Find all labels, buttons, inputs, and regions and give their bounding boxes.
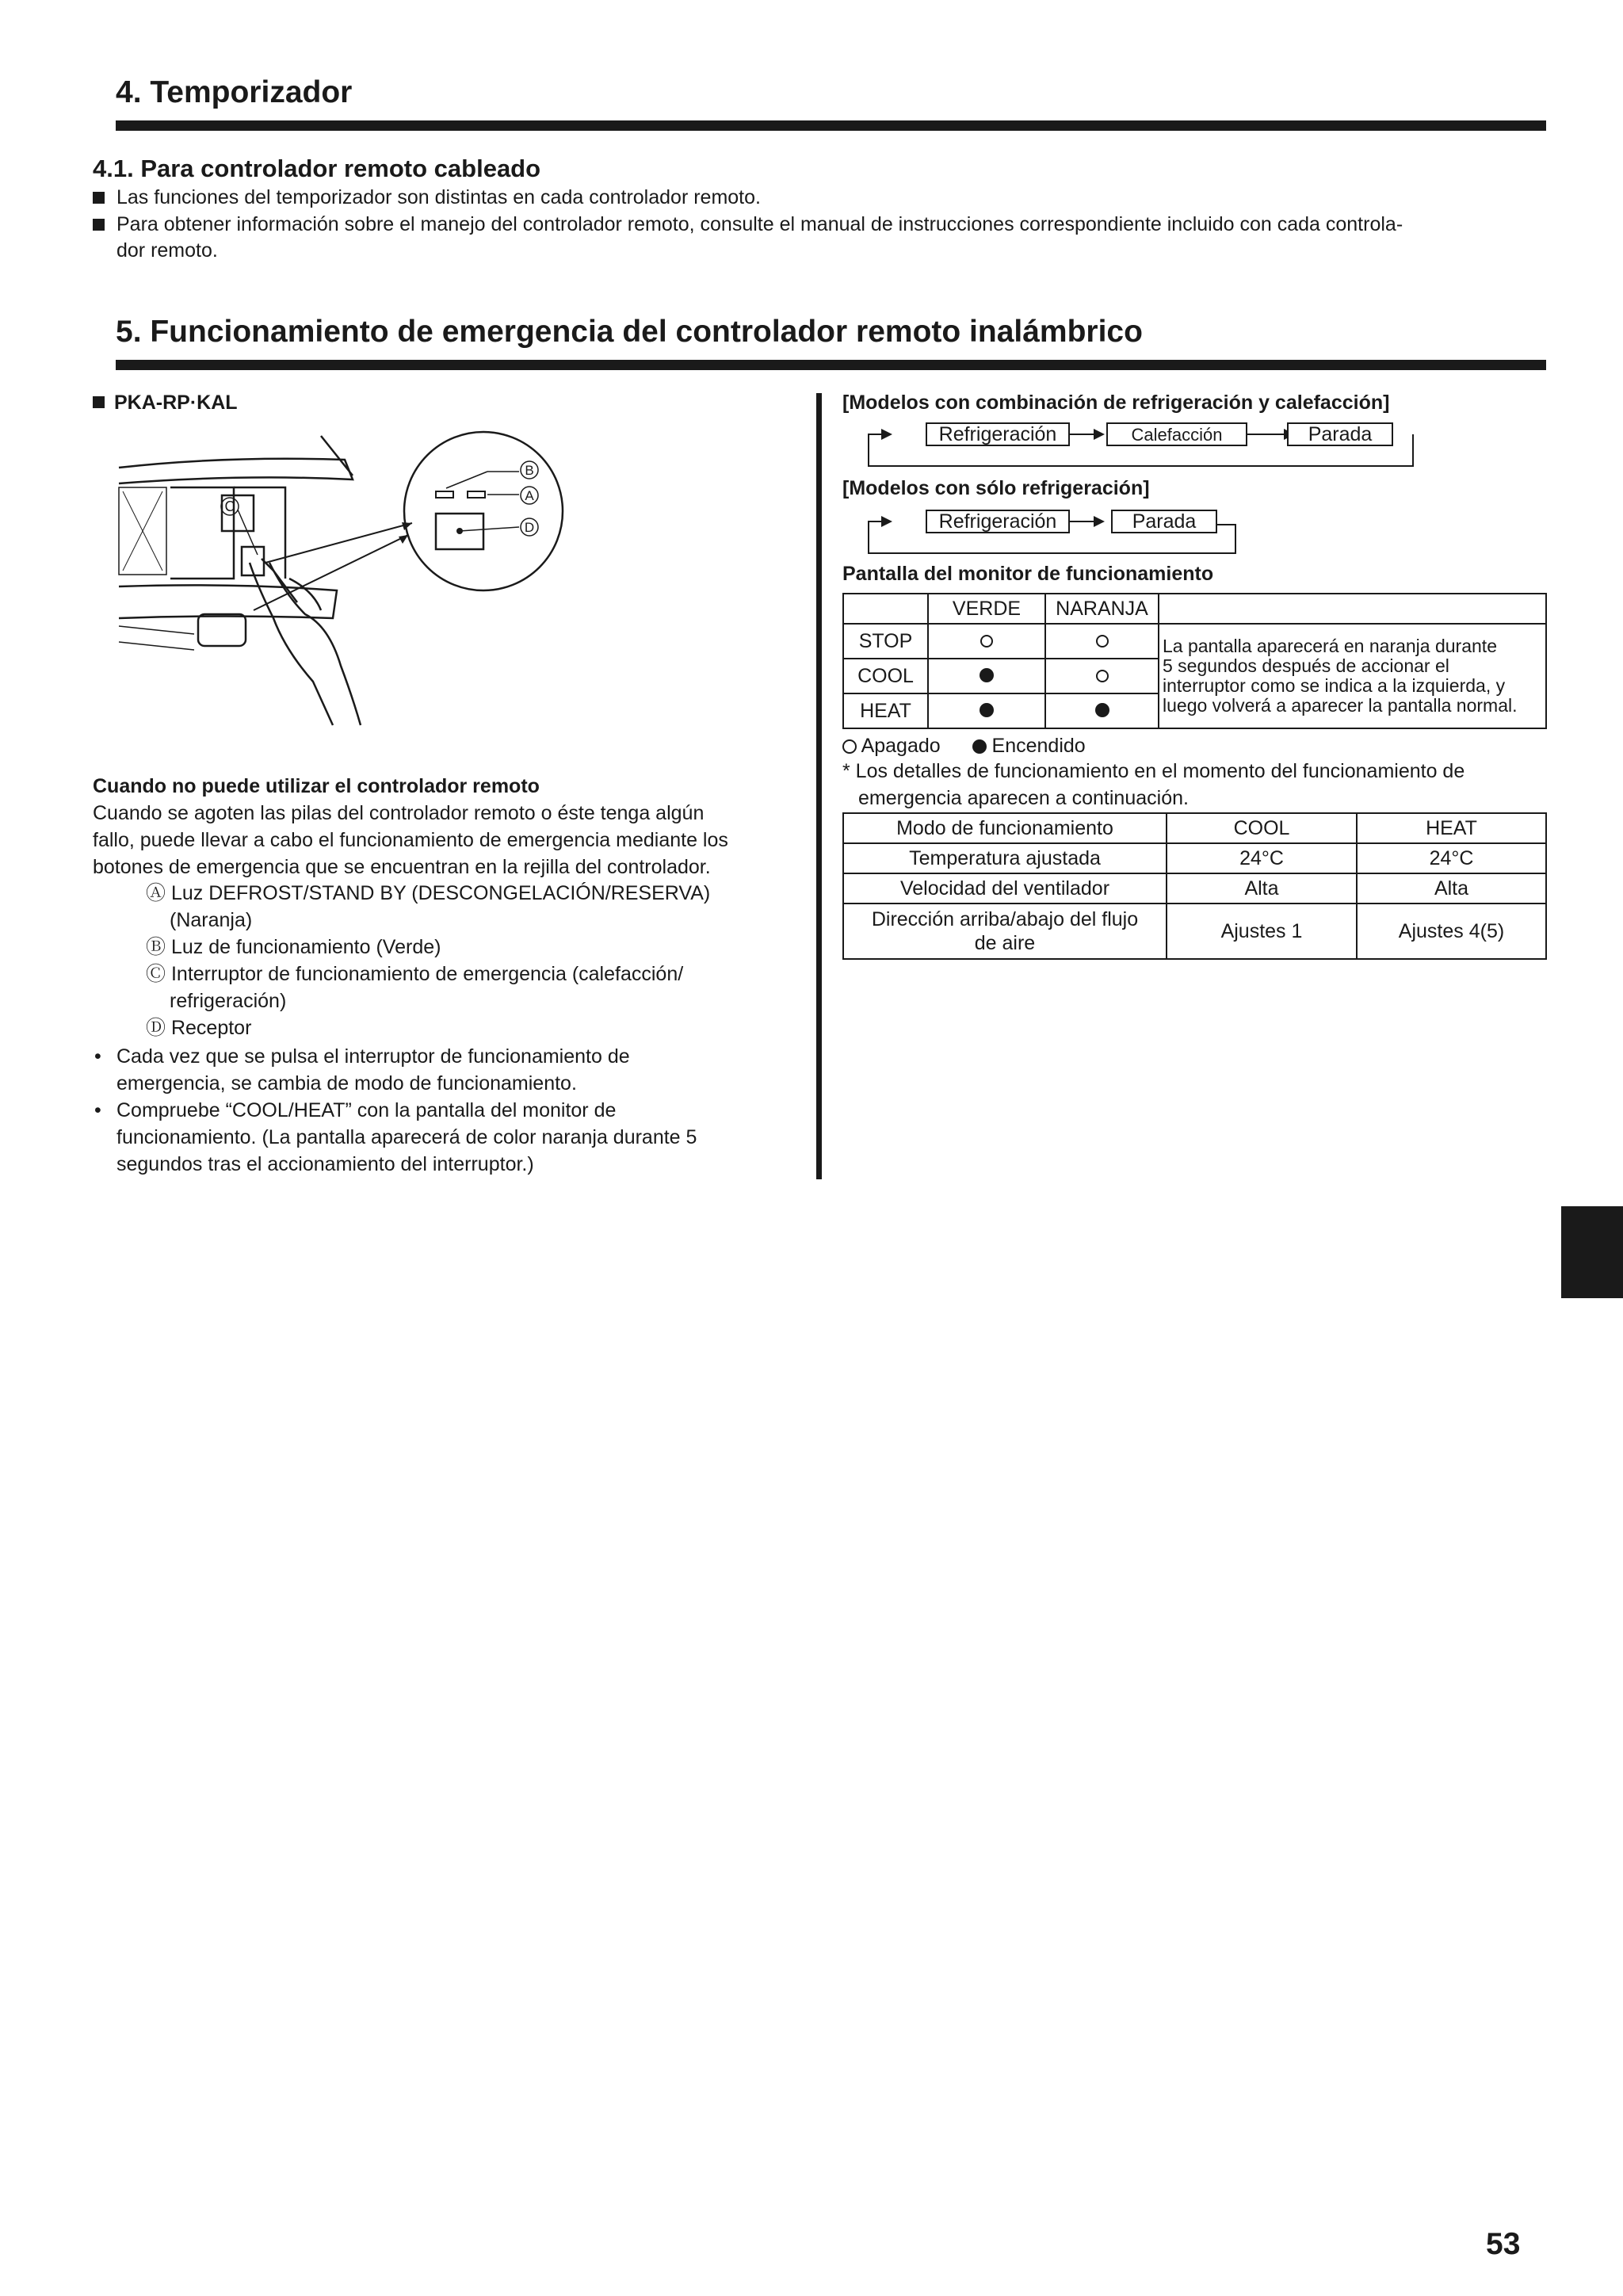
section-5-title: 5. Funcionamiento de emergencia del controlador remoto inalámbrico [116,315,1143,349]
section-4-rule [116,120,1546,131]
off-indicator-icon [1096,635,1109,648]
legend-item-c: Ⓒ Interruptor de funcionamiento de emergencia (calefacción/ [146,963,684,985]
col-header-verde: VERDE [928,594,1045,624]
section-5-rule [116,360,1546,370]
legend-item-b: Ⓑ Luz de funcionamiento (Verde) [146,936,441,958]
legend-item-a: Ⓐ Luz DEFROST/STAND BY (DESCONGELACIÓN/RESERVA) [146,882,711,904]
emergency-heading: Cuando no puede utilizar el controlador remoto [93,775,540,797]
cool-only-step-cool: Refrigeración [926,510,1070,533]
figure-label-a: A [525,488,534,503]
legend-item-d: Ⓓ Receptor [146,1017,252,1039]
combo-step-heat: Calefacción [1106,422,1247,446]
combo-step-stop: Parada [1287,422,1393,446]
settings-header-mode: Modo de funcionamiento [843,813,1167,843]
monitor-table [842,593,1547,729]
section-4-1-title: 4.1. Para controlador remoto cableado [93,155,541,182]
notes-list [93,1043,806,1178]
figure-label-b: B [525,463,534,478]
combo-heading: [Modelos con combinación de refrigeración y calefacción] [842,392,1390,414]
page-number: 53 [1486,2227,1521,2261]
legend-list: Ⓐ Luz DEFROST/STAND BY (DESCONGELACIÓN/RESERVA) (Naranja) Ⓑ Luz de funcionamiento (Verde) Ⓒ Interruptor de funcionamiento de emergencia (calefacción/ refrigeración) Ⓓ Receptor [146,880,812,1041]
note-item-2: • Compruebe “COOL/HEAT” con la pantalla del monitor de funcionamiento. (La pantalla aparecerá de color naranja durante 5 segundos tras el accionamiento del interruptor.) [94,1099,697,1175]
on-indicator-icon [1095,703,1109,717]
row-label-cool: COOL [843,659,928,693]
col-header-naranja: NARANJA [1045,594,1159,624]
on-indicator-icon [980,703,994,717]
row-label-stop: STOP [843,624,928,659]
monitor-heading: Pantalla del monitor de funcionamiento [842,563,1214,585]
timer-note-1: Las funciones del temporizador son distintas en cada controlador remoto. [93,185,1567,211]
cool-only-heading: [Modelos con sólo refrigeración] [842,477,1150,499]
off-indicator-icon [842,739,857,754]
settings-header-heat: HEAT [1357,813,1546,843]
row-label-heat: HEAT [843,693,928,728]
monitor-legend: Apagado Encendido [842,732,1086,759]
note-item-1: • Cada vez que se pulsa el interruptor de funcionamiento de emergencia, se cambia de modo de funcionamiento. [94,1045,630,1095]
off-indicator-icon [1096,670,1109,682]
figure-label-d: D [524,520,535,535]
settings-row: Velocidad del ventilador Alta Alta [843,873,1546,904]
settings-row: Dirección arriba/abajo del flujo de aire Ajustes 1 Ajustes 4(5) [843,904,1546,959]
settings-table [842,812,1547,960]
column-divider [816,393,822,1179]
square-bullet-icon [93,219,105,231]
off-indicator-icon [980,635,993,648]
settings-header-cool: COOL [1167,813,1357,843]
figure-pointer-lines [246,515,428,618]
square-bullet-icon [93,396,105,408]
cool-only-step-stop: Parada [1111,510,1217,533]
square-bullet-icon [93,192,105,204]
section-4-title: 4. Temporizador [116,75,353,109]
on-indicator-icon [972,739,987,754]
settings-row: Temperatura ajustada 24°C 24°C [843,843,1546,873]
monitor-footnote: * Los detalles de funcionamiento en el momento del funcionamiento de emergencia aparecen a continuación. [842,760,1465,809]
timer-note-2: Para obtener información sobre el manejo del controlador remoto, consulte el manual de instrucciones correspondiente incluido con cada controla- dor remoto. [93,212,1575,264]
emergency-intro: Cuando se agoten las pilas del controlador remoto o éste tenga algún fallo, puede llevar a cabo el funcionamiento de emergencia mediante los botones de emergencia que se encuentran en la rejilla del controlador. [93,802,728,878]
side-chapter-tab [1561,1206,1623,1298]
monitor-note: La pantalla aparecerá en naranja durante 5 segundos después de accionar el interruptor como se indica a la izquierda, y luego volverá a aparecer la pantalla normal. [1159,624,1546,728]
on-indicator-icon [980,668,994,682]
combo-step-cool: Refrigeración [926,422,1070,446]
model-label: PKA-RP·KAL [93,392,238,415]
figure-label-c: C [224,499,235,514]
